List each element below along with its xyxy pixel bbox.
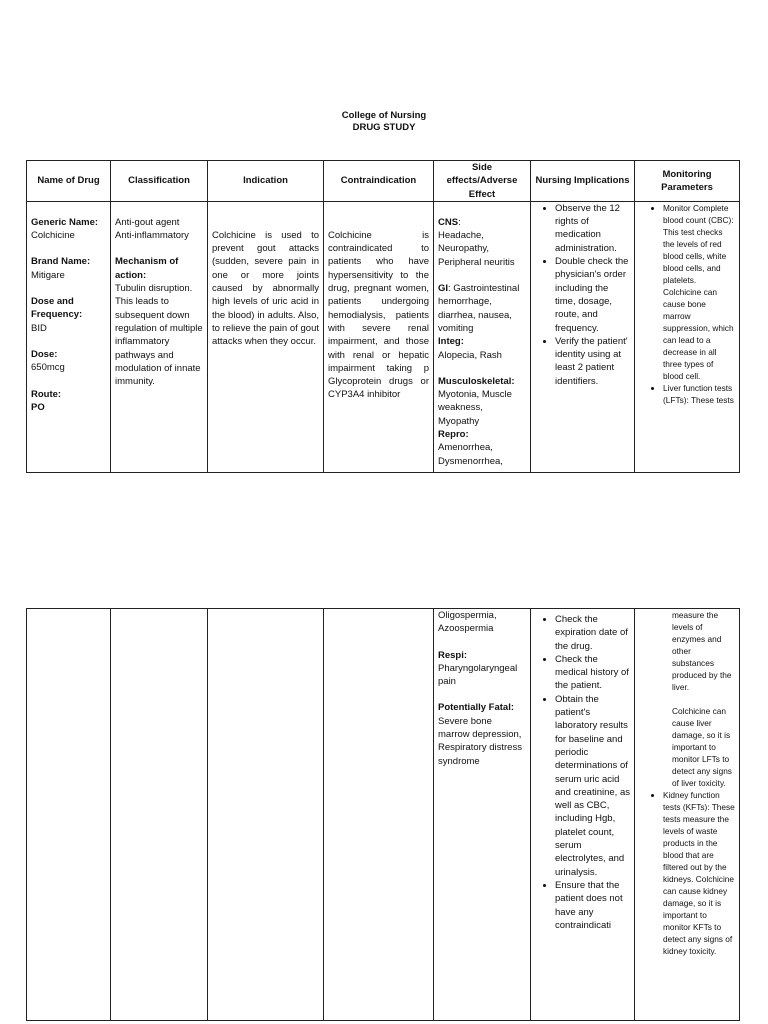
generic-name-value: Colchicine bbox=[31, 230, 75, 242]
study-title: DRUG STUDY bbox=[352, 121, 416, 133]
drug-study-table bbox=[26, 160, 740, 473]
drug-study-table-continued bbox=[26, 608, 740, 1021]
list-item: • Check the expiration date of the drug. bbox=[555, 613, 630, 653]
integ-text: Alopecia, Rash bbox=[438, 349, 502, 361]
cell-name-of-drug-empty bbox=[27, 609, 111, 1021]
cns-label: CNS bbox=[438, 216, 459, 228]
list-item: • Obtain the patient's laboratory results for baseline and periodic determinations of serum uric acid and creatinine, as well as CBC, including Hgb, platelet count, serum electrolytes, and urinalysis. bbox=[555, 693, 630, 879]
dose-label: Dose: bbox=[31, 348, 58, 360]
classification-line-1: Anti-gout agent bbox=[115, 216, 180, 228]
nursing-list-2 bbox=[531, 613, 630, 932]
list-item: • Double check the physician's order including the time, dosage, route, and frequency. bbox=[555, 255, 630, 335]
document-title bbox=[0, 110, 768, 133]
monitoring-liver-note: Colchicine can cause liver damage, so it is important to monitor LFTs to detect any signs of liver toxicity. bbox=[672, 706, 732, 788]
classification-line-2: Anti-inflammatory bbox=[115, 230, 189, 242]
monitoring-list-2 bbox=[635, 789, 735, 957]
list-item: • Monitor Complete blood count (CBC): This test checks the levels of red blood cells, white blood cells, and platelets. Colchicine can cause bone marrow suppression, which can lead to a decrease in all three types of blood cell. bbox=[663, 202, 735, 382]
repro-text: Amenorrhea, Dysmenorrhea, bbox=[438, 442, 503, 467]
route-label: Route: bbox=[31, 388, 62, 400]
list-item: • Ensure that the patient does not have any contraindicati bbox=[555, 879, 630, 932]
cell-indication: Colchicine is used to prevent gout attacks (sudden, severe pain in one or more joints caused by abnormally high levels of uric acid in the blood) in adults. Also, to relieve the pain of gout attacks when they occur. bbox=[208, 201, 324, 472]
generic-name-label: Generic Name: bbox=[31, 216, 99, 228]
repro-label: Repro: bbox=[438, 429, 469, 441]
header-name-of-drug: Name of Drug bbox=[27, 161, 111, 202]
cell-indication-empty bbox=[208, 609, 324, 1021]
cell-contraindication: Colchicine is contraindicated to patients who have hypersensitivity to the drug, pregnant women, patients undergoing hemodialysis, patients with severe renal impairment, and those with renal or hepatic impairment taking p Glycoprotein drugs or CYP3A4 inhibitor bbox=[324, 201, 434, 472]
cell-side-effects-continued bbox=[434, 609, 531, 1021]
brand-name-label: Brand Name: bbox=[31, 256, 91, 268]
respi-text: Pharyngolaryngeal pain bbox=[438, 662, 518, 688]
table-header-row bbox=[27, 161, 740, 202]
monitoring-continued-text: measure the levels of enzymes and other substances produced by the liver. bbox=[672, 610, 732, 692]
cell-nursing-implications bbox=[531, 201, 635, 472]
cell-monitoring-parameters bbox=[635, 201, 740, 472]
brand-name-value: Mitigare bbox=[31, 269, 65, 281]
cns-text: Headache, Neuropathy, Peripheral neuritis bbox=[438, 230, 515, 268]
header-nursing-implications: Nursing Implications bbox=[531, 161, 635, 202]
dose-frequency-value: BID bbox=[31, 322, 47, 334]
header-classification: Classification bbox=[111, 161, 208, 202]
musculoskeletal-text: Myotonia, Muscle weakness, Myopathy bbox=[438, 389, 512, 427]
fatal-text: Severe bone marrow depression, Respiratory distress syndrome bbox=[438, 715, 522, 767]
list-item: • Kidney function tests (KFTs): These tests measure the levels of waste products in the blood that are filtered out by the kidneys. Colchicine can cause kidney damage, so it is important to monitor KFTs to detect any signs of kidney toxicity. bbox=[663, 789, 735, 957]
list-item: • Verify the patient' identity using at least 2 patient identifiers. bbox=[555, 335, 630, 388]
musculoskeletal-label: Musculoskeletal: bbox=[438, 375, 515, 387]
cell-monitoring-parameters-continued bbox=[635, 609, 740, 1021]
college-name: College of Nursing bbox=[341, 110, 427, 121]
gi-label: GI bbox=[438, 283, 449, 295]
list-item: • Liver function tests (LFTs): These tests bbox=[663, 382, 735, 406]
nursing-list-1 bbox=[531, 202, 630, 388]
monitoring-list-1 bbox=[635, 202, 735, 406]
list-item: • Check the medical history of the patient. bbox=[555, 653, 630, 693]
header-monitoring-parameters: Monitoring Parameters bbox=[635, 161, 740, 202]
respi-label: Respi: bbox=[438, 649, 468, 661]
cell-nursing-implications-continued bbox=[531, 609, 635, 1021]
mechanism-text: Tubulin disruption. This leads to subsequent down regulation of multiple inflammatory pathways and modulation of innate immunity. bbox=[115, 283, 203, 388]
dose-value: 650mcg bbox=[31, 362, 65, 374]
cell-classification-empty bbox=[111, 609, 208, 1021]
gi-text: : Gastrointestinal hemorrhage, diarrhea, nausea, vomiting bbox=[438, 283, 520, 334]
table-row bbox=[27, 609, 740, 1021]
route-value: PO bbox=[31, 401, 45, 413]
header-contraindication: Contraindication bbox=[324, 161, 434, 202]
list-item: • Observe the 12 rights of medication administration. bbox=[555, 202, 630, 255]
integ-label: Integ: bbox=[438, 336, 464, 348]
gi-section bbox=[438, 282, 526, 335]
dose-frequency-label: Dose and Frequency: bbox=[31, 296, 83, 321]
cns-heading bbox=[438, 216, 526, 229]
header-side-effects: Side effects/Adverse Effect bbox=[434, 161, 531, 202]
mechanism-label: Mechanism of action: bbox=[115, 256, 179, 281]
header-indication: Indication bbox=[208, 161, 324, 202]
table-row bbox=[27, 201, 740, 472]
cell-side-effects bbox=[434, 201, 531, 472]
cns-colon: : bbox=[458, 216, 461, 228]
fatal-label: Potentially Fatal: bbox=[438, 702, 515, 714]
cell-contraindication-empty bbox=[324, 609, 434, 1021]
repro-continued-text: Oligospermia, Azoospermia bbox=[438, 610, 497, 635]
cell-classification bbox=[111, 201, 208, 472]
cell-name-of-drug bbox=[27, 201, 111, 472]
